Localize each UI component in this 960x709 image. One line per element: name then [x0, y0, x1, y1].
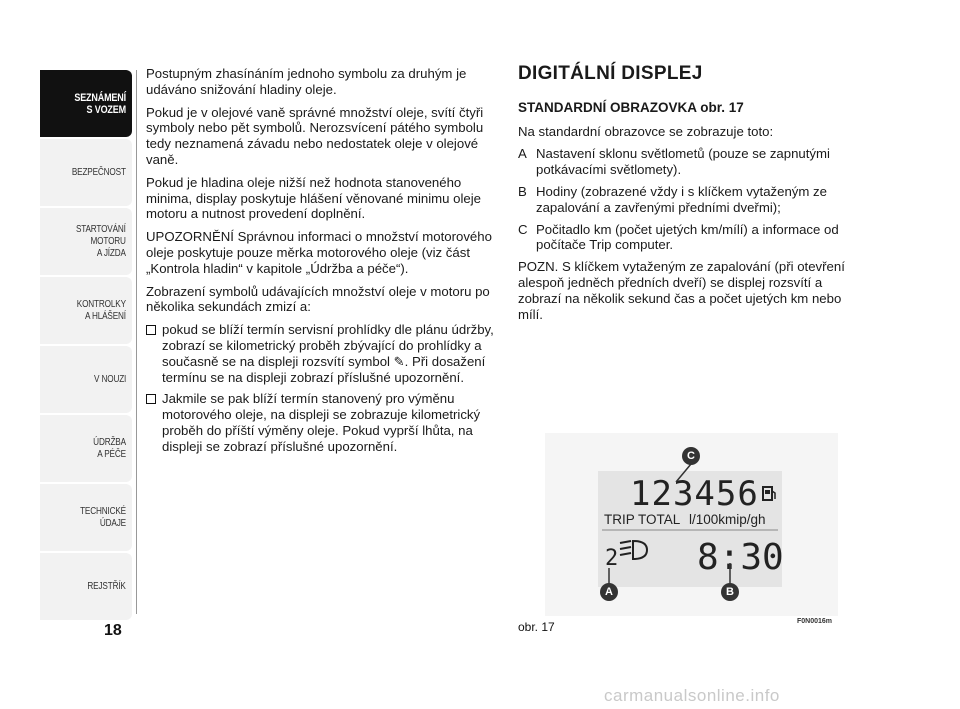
note-text: POZN. S klíčkem vytaženým ze zapalování (při otevření alespoň jedněch předních dveří) se displej rozsvítí a zobrazí na několik sekund čas a počet ujetých km nebo mílí. — [518, 259, 845, 322]
tab-label: SEZNÁMENÍ S VOZEM — [74, 91, 126, 116]
checkbox-bullet-icon — [146, 325, 156, 335]
tab-udrzba[interactable] — [40, 415, 132, 482]
list-item — [146, 322, 498, 385]
odometer-value: 123456 — [630, 474, 759, 514]
paragraph: Zobrazení symbolů udávajících množství oleje v motoru po několika sekundách zmizí a: — [146, 283, 490, 315]
paragraph: Postupným zhasínáním jednoho symbolu za druhým je udáváno snižování hladiny oleje. — [146, 66, 467, 97]
list-item — [518, 222, 860, 254]
tab-technicke[interactable] — [40, 484, 132, 551]
tab-bezpecnost[interactable] — [40, 139, 132, 206]
tab-label: KONTROLKY A HLÁŠENÍ — [76, 298, 126, 322]
item-letter: B — [518, 183, 527, 199]
figure-caption: obr. 17 — [518, 620, 555, 634]
clock-value: 8:30 — [697, 537, 784, 578]
checkbox-bullet-icon — [146, 394, 156, 404]
callout-b: B — [721, 583, 739, 601]
trip-label: TRIP TOTAL — [604, 512, 681, 527]
list-item — [518, 184, 860, 216]
tab-label: REJSTŘÍK — [87, 580, 126, 592]
list-item-text: Jakmile se pak blíží termín stanovený pro výměnu motorového oleje, na displeji se zobrazuje kilometrický proběh do příští výměny oleje. Pokud vyprší lhůta, na displeji se zobrazí příslušné upozornění. — [162, 391, 481, 454]
tab-startovani[interactable] — [40, 208, 132, 275]
unit-label: l/100kmip/gh — [689, 512, 766, 527]
right-column — [518, 63, 860, 329]
display-figure — [545, 433, 838, 616]
tab-label: STARTOVÁNÍ MOTORU A JÍZDA — [76, 223, 126, 259]
figure-code: F0N0016m — [797, 618, 833, 625]
item-letter: A — [518, 146, 527, 162]
left-column — [146, 66, 498, 461]
section-heading: DIGITÁLNÍ DISPLEJ — [518, 63, 703, 84]
watermark: carmanualsonline.info — [604, 686, 780, 705]
tab-label: TECHNICKÉ ÚDAJE — [80, 505, 126, 529]
list-item — [146, 391, 498, 454]
tab-label: BEZPEČNOST — [72, 166, 126, 178]
item-text: Hodiny (zobrazené vždy i s klíčkem vytaženým ze zapalování a zavřenými předními dveřmi); — [536, 183, 827, 215]
paragraph: Pokud je hladina oleje nižší než hodnota stanoveného minima, display poskytuje hlášení věnované minimu oleje motoru a nutnost provedení doplnění. — [146, 174, 481, 222]
chapter-tabs — [40, 70, 132, 622]
paragraph: Pokud je v olejové vaně správné množství oleje, svítí čtyři symboly nebo pět symbolů. Nerozsvícení pátého symbolu tedy neznamená závadu nebo nedostatek oleje v olejové vaně. — [146, 104, 484, 167]
item-text: Nastavení sklonu světlometů (pouze se zapnutými potkávacími světlomety). — [536, 146, 830, 178]
tab-rejstrik[interactable] — [40, 553, 132, 620]
tab-label: ÚDRŽBA A PÉČE — [93, 436, 126, 460]
tab-label: V NOUZI — [93, 373, 126, 385]
page-number: 18 — [104, 622, 122, 639]
tab-kontrolky[interactable] — [40, 277, 132, 344]
item-text: Počitadlo km (počet ujetých km/mílí) a informace od počítače Trip computer. — [536, 221, 839, 253]
tab-v-nouzi[interactable] — [40, 346, 132, 413]
tab-seznameni[interactable] — [40, 70, 132, 137]
callout-a: A — [600, 583, 618, 601]
column-divider — [136, 70, 137, 614]
warning-paragraph: UPOZORNĚNÍ Správnou informaci o množství motorového oleje poskytuje pouze měrka motorového oleje (viz část „Kontrola hladin“ v kapitole „Údržba a péče“). — [146, 229, 492, 276]
headlight-level: 2 — [605, 546, 619, 571]
item-letter: C — [518, 221, 528, 237]
subsection-heading: STANDARDNÍ OBRAZOVKA obr. 17 — [518, 99, 744, 115]
list-item-text: pokud se blíží termín servisní prohlídky dle plánu údržby, zobrazí se kilometrický proběh zbývající do prohlídky a současně se na displeji rozsvítí symbol ✎. Při dosažení termínu se na displeji zobrazí příslušné upozornění. — [162, 322, 494, 385]
callout-c: C — [682, 447, 700, 465]
intro-text: Na standardní obrazovce se zobrazuje toto: — [518, 123, 774, 139]
headlight-icon — [620, 541, 647, 559]
list-item — [518, 146, 860, 178]
fuel-pump-icon — [763, 487, 775, 500]
